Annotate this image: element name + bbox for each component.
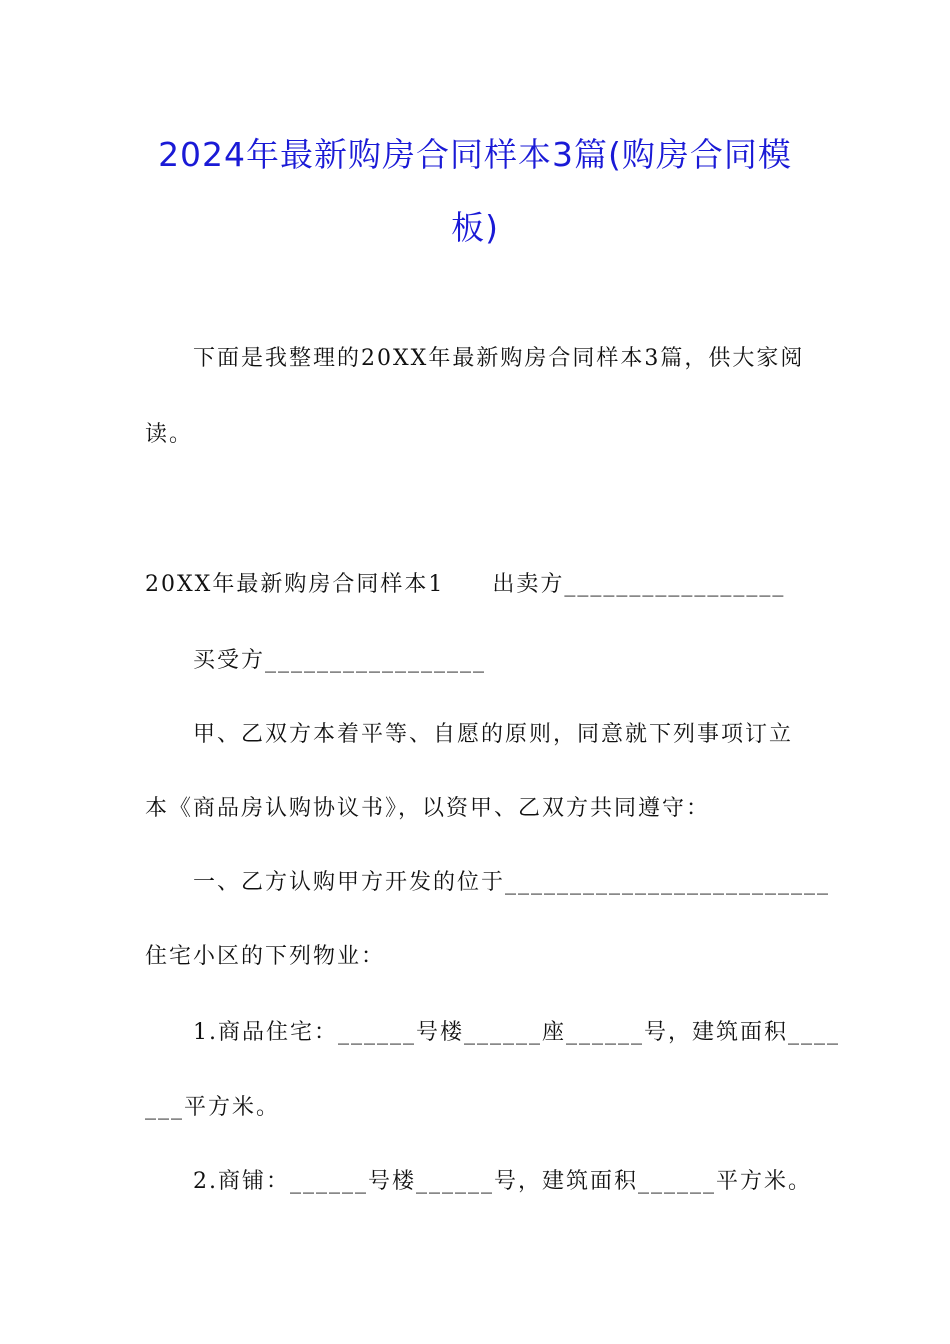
clause-1-2: 2.商铺：______号楼______号，建筑面积______平方米。 [193, 1169, 812, 1194]
clause-1-line-2: 住宅小区的下列物业： [145, 944, 386, 969]
clause-1-1-line-1: 1.商品住宅：______号楼______座______号，建筑面积____ [193, 1020, 840, 1045]
principle-paragraph-line-2: 本《商品房认购协议书》，以资甲、乙双方共同遵守： [145, 796, 711, 821]
intro-paragraph-line-2: 读。 [145, 422, 194, 447]
intro-paragraph-line-1: 下面是我整理的20XX年最新购房合同样本3篇，供大家阅 [193, 346, 805, 371]
clause-1-1-line-2: ___平方米。 [145, 1095, 281, 1120]
buyer-line: 买受方_________________ [193, 648, 487, 673]
principle-paragraph-line-1: 甲、乙双方本着平等、自愿的原则，同意就下列事项订立 [193, 722, 794, 747]
clause-1-line-1: 一、乙方认购甲方开发的位于_________________________ [193, 870, 831, 895]
document-title-line-2: 板) [451, 208, 499, 247]
document-title-line-1: 2024年最新购房合同样本3篇(购房合同模 [158, 135, 792, 174]
sample-heading-seller: 20XX年最新购房合同样本1 出卖方_________________ [145, 572, 786, 597]
